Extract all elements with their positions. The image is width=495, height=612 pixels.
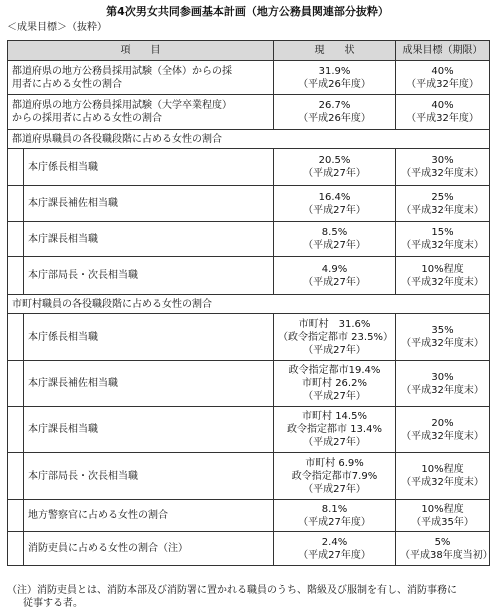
cell-line: 都道府県の地方公務員採用試験（全体）からの採 [12,65,232,77]
cell-line: （平成27年） [303,276,366,288]
table-row [8,453,490,500]
cell-line: （平成26年度） [298,78,371,90]
row-item: 本庁課長補佐相当職 [24,361,274,407]
row-target [396,186,490,222]
group-label: 市町村職員の各役職段階に占める女性の割合 [8,295,490,314]
row-item: 本庁部局長・次長相当職 [24,453,274,500]
cell-line: （平成27年） [303,240,366,251]
cell-line: （平成32年度末） [401,477,484,488]
table-row [8,361,490,407]
cell-line: 10%程度 [421,503,464,515]
cell-line: （平成38年度当初） [400,549,493,561]
indent-cell [8,222,24,257]
indent-cell [8,453,24,500]
cell-line: 用者に占める女性の割合 [12,78,122,90]
footnote [7,584,489,610]
cell-line: 5% [434,536,451,548]
cell-line: 8.5% [321,227,348,238]
indent-cell [8,314,24,361]
cell-line: （平成27年） [303,168,366,179]
row-target [396,361,490,407]
cell-line: 30% [431,155,454,166]
cell-line: 16.4% [318,191,351,203]
table-body [8,61,493,566]
indent-cell [8,257,24,295]
row-item [8,61,274,95]
row-current [274,186,396,222]
document-title: 第4次男女共同参画基本計画（地方公務員関連部分抜粋） [106,5,389,18]
footnote-line-1: （注）消防吏員とは、消防本部及び消防署に置かれる職員のうち、階級及び服制を有し、消防事務に [7,585,457,596]
cell-line: （平成32年度末） [401,384,484,396]
cell-line: 政令指定都市 13.4% [287,424,382,435]
cell-line: 4.9% [321,263,348,275]
cell-line: （政令指定都市 23.5%） [278,331,393,343]
cell-line: 市町村 26.2% [302,378,367,389]
cell-line: 市町村 31.6% [298,318,371,330]
cell-line: 2.4% [321,536,348,548]
row-target [396,222,490,257]
row-item: 本庁課長相当職 [24,407,274,453]
row-item: 消防吏員に占める女性の割合（注） [24,532,274,566]
cell-line: 20% [431,417,454,429]
cell-line: （平成32年度末） [401,430,484,442]
table-row [8,222,490,257]
section-subtitle: ＜成果目標＞（抜粋） [7,22,107,33]
row-current [274,95,396,130]
cell-line: 26.7% [318,100,351,111]
row-current [274,61,396,95]
table-row [8,61,490,95]
footnote-line-2: 従事する者。 [23,598,83,609]
row-target [396,149,490,186]
cell-line: 10%程度 [421,263,464,275]
row-target [396,453,490,500]
cell-line: 35% [431,325,454,336]
cell-line: （平成27年） [303,204,366,216]
row-target [396,500,490,532]
indent-cell [8,186,24,222]
cell-line: 政令指定都市19.4% [288,365,381,376]
row-current [274,257,396,295]
row-current [274,532,396,566]
indent-cell [8,532,24,566]
cell-line: （平成32年度末） [401,204,484,216]
table-header-row [8,41,490,61]
cell-line: （平成27年） [303,483,366,495]
cell-line: （平成32年度末） [401,240,484,251]
row-current [274,149,396,186]
cell-line: （平成32年度末） [401,338,484,349]
row-current [274,453,396,500]
group-header-row [8,130,490,149]
row-item: 本庁係長相当職 [24,314,274,361]
table-row [8,95,490,130]
group-header-row [8,295,490,314]
row-current [274,361,396,407]
cell-line: 25% [431,191,454,203]
row-current [274,500,396,532]
cell-line: （平成27年度） [298,549,371,561]
cell-line: （平成27年） [303,437,366,448]
row-current [274,314,396,361]
indent-cell [8,361,24,407]
cell-line: 30% [431,371,454,383]
row-target [396,257,490,295]
cell-line: （平成35年） [411,516,474,528]
row-item [8,95,274,130]
indent-cell [8,149,24,186]
table-row [8,407,490,453]
table-row [8,186,490,222]
cell-line: 8.1% [321,503,348,515]
cell-line: 市町村 6.9% [305,457,364,469]
indent-cell [8,500,24,532]
cell-line: （平成32年度末） [401,168,484,179]
cell-line: 20.5% [318,155,351,166]
row-current [274,222,396,257]
table-row [8,500,490,532]
indent-cell [8,407,24,453]
header-current: 現 状 [274,41,396,61]
row-item: 本庁部局長・次長相当職 [24,257,274,295]
cell-line: （平成32年度） [406,113,479,124]
row-item: 地方警察官に占める女性の割合 [24,500,274,532]
row-target [396,95,490,130]
cell-line: 市町村 14.5% [302,411,367,422]
cell-line: 15% [431,227,454,238]
cell-line: 40% [431,65,454,77]
table-row [8,257,490,295]
row-item: 本庁課長相当職 [24,222,274,257]
row-target [396,314,490,361]
table-row [8,314,490,361]
group-label: 都道府県職員の各役職段階に占める女性の割合 [8,130,490,149]
row-item: 本庁課長補佐相当職 [24,186,274,222]
row-target [396,61,490,95]
cell-line: （平成27年） [303,391,366,402]
row-target [396,407,490,453]
cell-line: （平成32年度） [406,78,479,90]
cell-line: からの採用者に占める女性の割合 [12,113,162,124]
cell-line: （平成26年度） [298,113,371,124]
cell-line: 40% [431,100,454,111]
header-target: 成果目標（期限） [396,41,490,61]
header-item: 項 目 [8,41,274,61]
cell-line: （平成27年） [303,344,366,356]
cell-line: 31.9% [318,65,351,77]
cell-line: 10%程度 [421,464,464,475]
targets-table [7,40,493,566]
row-current [274,407,396,453]
row-item: 本庁係長相当職 [24,149,274,186]
cell-line: （平成32年度末） [401,276,484,288]
cell-line: （平成27年度） [298,516,371,528]
table-row [8,149,490,186]
table-row [8,532,490,566]
cell-line: 政令指定都市7.9% [291,470,378,482]
row-target [396,532,493,566]
cell-line: 都道府県の地方公務員採用試験（大学卒業程度） [12,100,232,111]
